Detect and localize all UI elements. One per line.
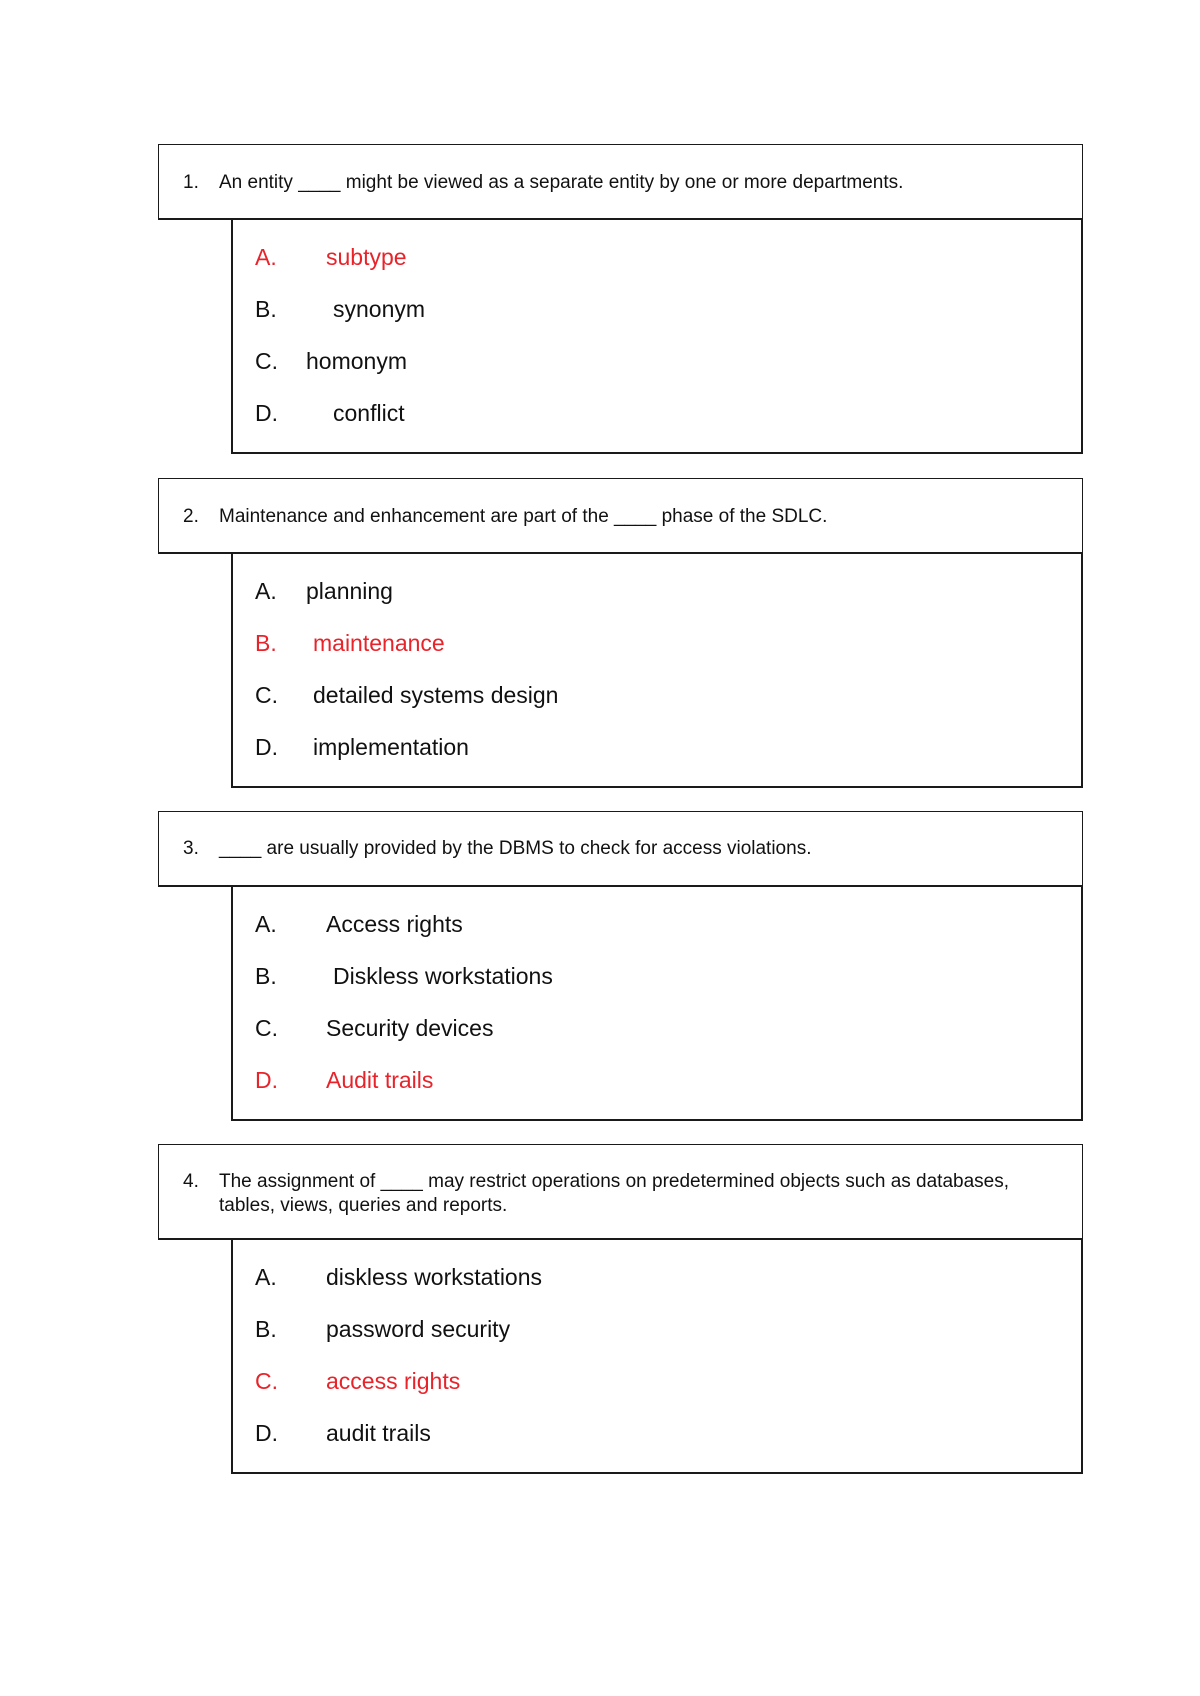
- option-c[interactable]: [255, 1014, 494, 1042]
- option-a[interactable]: [255, 577, 393, 605]
- option-text: Access rights: [326, 911, 463, 937]
- option-text: homonym: [306, 348, 407, 374]
- question-number: 1.: [183, 172, 199, 193]
- option-letter: B.: [255, 296, 277, 322]
- question-number: 2.: [183, 506, 199, 527]
- answer-options-box: [231, 553, 1083, 788]
- answer-options-box: [231, 1239, 1083, 1474]
- question-text: The assignment of ____ may restrict operations on predetermined objects such as databases, tables, views, queries and reports.: [219, 1171, 1009, 1216]
- option-c[interactable]: [255, 681, 559, 709]
- answer-options-box: [231, 219, 1083, 454]
- option-a[interactable]: [255, 243, 407, 271]
- option-letter: A.: [255, 911, 277, 937]
- answer-options-box: [231, 886, 1083, 1121]
- question-stem-box: [158, 811, 1083, 887]
- option-text: conflict: [333, 400, 405, 426]
- question-number: 3.: [183, 838, 199, 859]
- question-text: Maintenance and enhancement are part of the ____ phase of the SDLC.: [219, 506, 828, 527]
- question-stem-box: [158, 478, 1083, 554]
- option-letter: D.: [255, 1420, 278, 1446]
- option-letter: D.: [255, 400, 278, 426]
- option-text: password security: [326, 1316, 511, 1342]
- option-text: maintenance: [313, 630, 445, 656]
- option-text: audit trails: [326, 1420, 431, 1446]
- option-text: Diskless workstations: [333, 963, 553, 989]
- option-text: subtype: [326, 244, 407, 270]
- question-text: An entity ____ might be viewed as a separate entity by one or more departments.: [219, 172, 904, 193]
- option-d[interactable]: [255, 733, 469, 761]
- question-stem-box: [158, 1144, 1083, 1240]
- option-letter: C.: [255, 682, 278, 708]
- question-text: ____ are usually provided by the DBMS to check for access violations.: [219, 838, 812, 859]
- option-text: planning: [306, 578, 393, 604]
- option-letter: D.: [255, 1067, 278, 1093]
- option-c[interactable]: [255, 1367, 461, 1395]
- option-text: access rights: [326, 1368, 461, 1394]
- option-letter: A.: [255, 1264, 277, 1290]
- option-text: synonym: [333, 296, 426, 322]
- option-a[interactable]: [255, 910, 463, 938]
- option-b[interactable]: [255, 629, 445, 657]
- option-letter: C.: [255, 1015, 278, 1041]
- option-letter: D.: [255, 734, 278, 760]
- option-text: Audit trails: [326, 1067, 434, 1093]
- option-d[interactable]: [255, 1066, 434, 1094]
- option-d[interactable]: [255, 1419, 431, 1447]
- option-letter: B.: [255, 630, 277, 656]
- question-stem-box: [158, 144, 1083, 220]
- option-letter: C.: [255, 348, 278, 374]
- option-text: diskless workstations: [326, 1264, 543, 1290]
- option-letter: A.: [255, 578, 277, 604]
- option-c[interactable]: [255, 347, 407, 375]
- option-b[interactable]: [255, 1315, 511, 1343]
- option-d[interactable]: [255, 399, 405, 427]
- option-b[interactable]: [255, 962, 553, 990]
- option-letter: B.: [255, 1316, 277, 1342]
- option-text: detailed systems design: [313, 682, 559, 708]
- question-number: 4.: [183, 1171, 199, 1192]
- option-letter: B.: [255, 963, 277, 989]
- option-b[interactable]: [255, 295, 426, 323]
- option-letter: A.: [255, 244, 277, 270]
- option-text: Security devices: [326, 1015, 494, 1041]
- option-text: implementation: [313, 734, 469, 760]
- option-letter: C.: [255, 1368, 278, 1394]
- option-a[interactable]: [255, 1263, 543, 1291]
